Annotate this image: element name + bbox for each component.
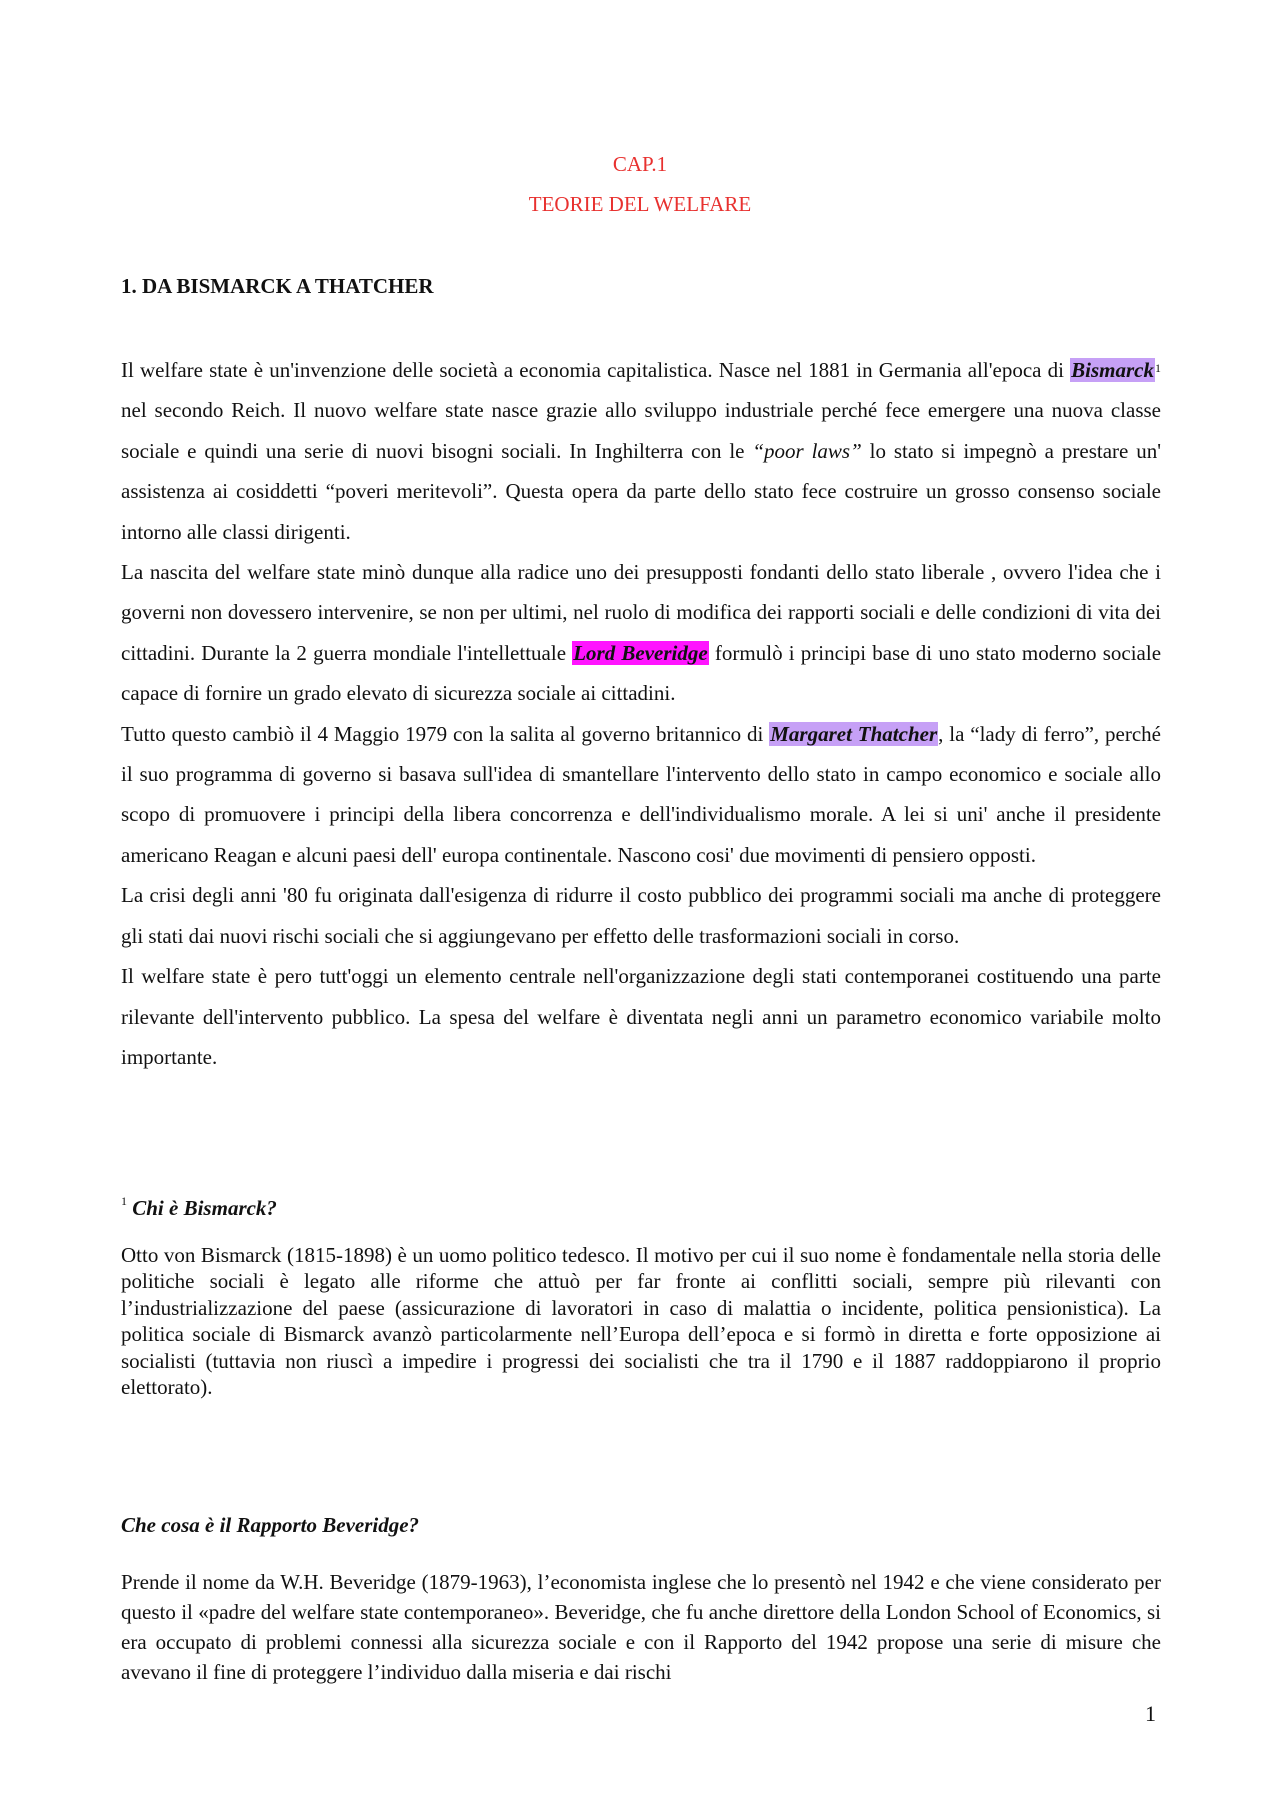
- text-run: , la “lady di ferro”, perché il suo programma di governo si basava sull'idea di smantellare l'intervento dello stato in campo economico e sociale allo scopo di promuovere i principi della libera concorrenza e dell'individualismo morale. A lei si uni' anche il presidente americano Reagan e alcuni paesi dell' europa continentale. Nascono cosi' due movimenti di pensiero opposti.: [121, 721, 1161, 867]
- text-run: nel secondo Reich. Il nuovo welfare state nasce grazie allo sviluppo industriale perché fece emergere una nuova classe sociale e quindi una serie di nuovi bisogni sociali. In Inghilterra con le: [121, 398, 1161, 463]
- page-number: 1: [1145, 1701, 1156, 1726]
- poor-laws-italic: “poor laws”: [752, 438, 862, 463]
- footnote-marker: 1: [121, 1194, 127, 1208]
- text-run: Tutto questo cambiò il 4 Maggio 1979 con la salita al governo britannico di: [121, 721, 770, 746]
- footnote-text: [121, 1242, 1161, 1400]
- box-text: [121, 1567, 1161, 1687]
- footnote-title: Chi è Bismarck?: [132, 1196, 277, 1220]
- highlight-thatcher: Margaret Thatcher: [770, 721, 938, 746]
- text-run: Il welfare state è un'invenzione delle società a economia capitalistica. Nasce nel 1881 in Germania all'epoca di: [121, 358, 1071, 382]
- text-run: lo stato si impegnò a prestare un' assistenza ai cosiddetti “poveri meritevoli”. Questa opera da parte dello stato fece costruire un grosso consenso sociale intorno alle classi dirigenti.: [121, 438, 1162, 544]
- chapter-title: TEORIE DEL WELFARE: [528, 192, 752, 216]
- chapter-number: CAP.1: [612, 152, 668, 176]
- box-title: Che cosa è il Rapporto Beveridge?: [121, 1513, 420, 1537]
- paragraph-2: [121, 552, 1161, 714]
- box-paragraph: Prende il nome da W.H. Beveridge (1879-1963), l’economista inglese che lo presentò nel 1942 e che viene considerato per questo il «padre del welfare state contemporaneo». Beveridge, che fu anche direttore della London School of Economics, si era occupato di problemi connessi alla sicurezza sociale e con il Rapporto del 1942 propose una serie di misure che avevano il fine di proteggere l’individuo dalla miseria e dai rischi: [121, 1570, 1161, 1684]
- text-run: formulò i principi base di uno stato moderno sociale capace di fornire un grado elevato di sicurezza sociale ai cittadini.: [121, 640, 1162, 706]
- footnote-paragraph: Otto von Bismarck (1815-1898) è un uomo politico tedesco. Il motivo per cui il suo nome è fondamentale nella storia delle politiche sociali è legato alle riforme che attuò per far fronte ai conflitti sociali, sempre più rilevanti con l’industrializzazione del paese (assicurazione di lavoratori in caso di malattia o incidente, politica pensionistica). La politica sociale di Bismarck avanzò particolarmente nell’Europa dell’epoca e si formò in diretta e forte opposizione ai socialisti (tuttavia non riuscì a impedire i progressi dei socialisti che tra il 1790 e il 1887 raddoppiarono il proprio elettorato).: [121, 1243, 1161, 1400]
- footnote-heading: [121, 1196, 277, 1221]
- paragraph-5: Il welfare state è pero tutt'oggi un elemento centrale nell'organizzazione degli stati contemporanei costituendo una parte rilevante dell'intervento pubblico. La spesa del welfare è diventata negli anni un parametro economico variabile molto importante.: [121, 964, 1161, 1069]
- highlight-beveridge: Lord Beveridge: [573, 640, 708, 665]
- paragraph-4: La crisi degli anni '80 fu originata dall'esigenza di ridurre il costo pubblico dei programmi sociali ma anche di proteggere gli stati dai nuovi rischi sociali che si aggiungevano per effetto delle trasformazioni sociali in corso.: [121, 883, 1161, 948]
- paragraph-1: [121, 350, 1161, 552]
- paragraph-3: [121, 714, 1161, 876]
- highlight-bismarck: Bismarck: [1071, 358, 1154, 382]
- main-text: [121, 350, 1161, 1077]
- section-title: 1. DA BISMARCK A THATCHER: [121, 274, 434, 298]
- footnote-ref[interactable]: 1: [1155, 361, 1161, 375]
- text-run: La nascita del welfare state minò dunque alla radice uno dei presupposti fondanti dello stato liberale , ovvero l'idea che i governi non dovessero intervenire, se non per ultimi, nel ruolo di modifica dei rapporti sociali e delle condizioni di vita dei cittadini. Durante la 2 guerra mondiale l'intellettuale: [121, 560, 1161, 665]
